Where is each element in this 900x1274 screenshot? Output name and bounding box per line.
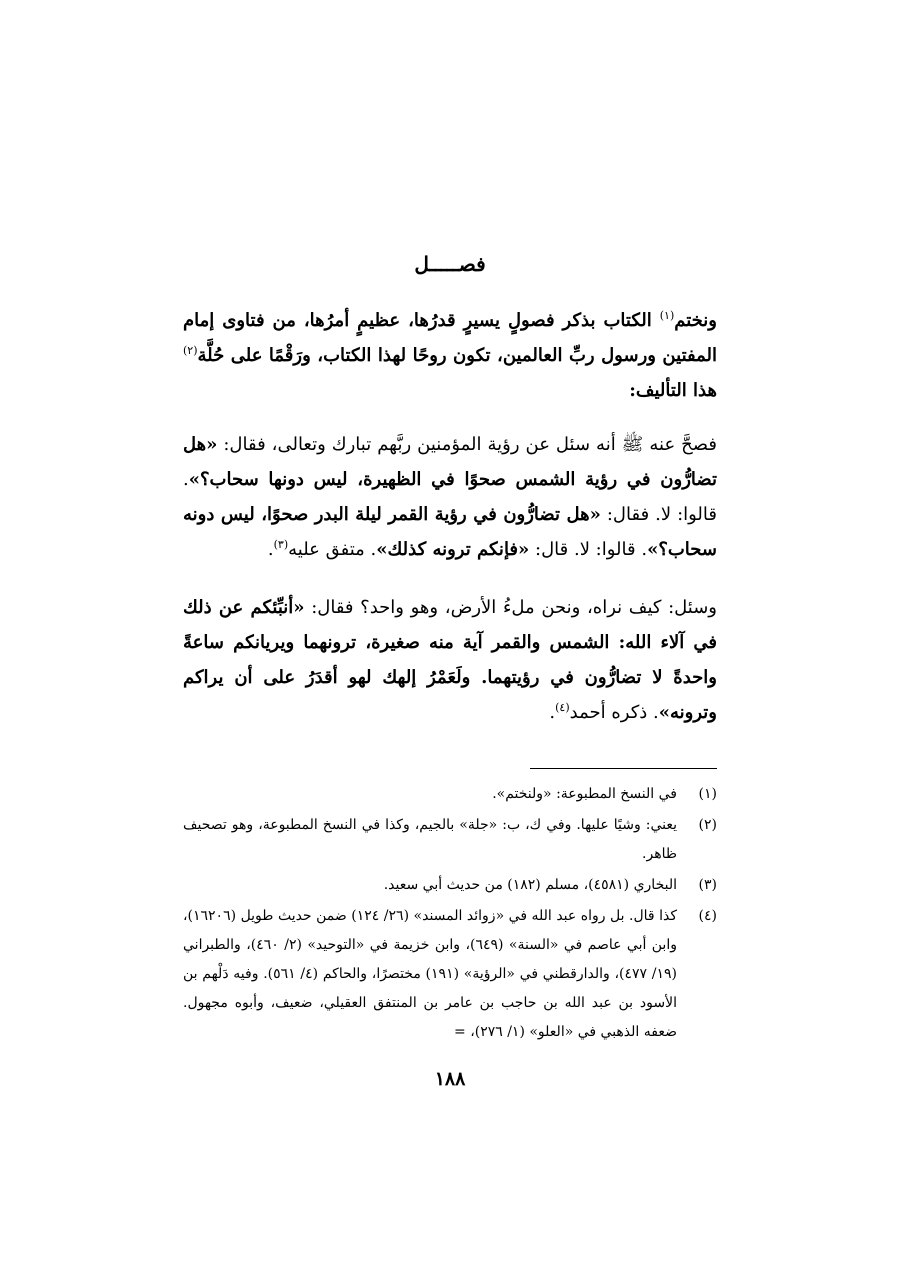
paragraph-sun-moon-end: .	[267, 539, 274, 560]
footnote-number: (٢)	[698, 817, 717, 833]
footnotes-list	[183, 780, 717, 1049]
page-number: ١٨٨	[434, 1068, 466, 1090]
paragraph-sun-moon-start: فصحَّ عنه ﷺ أنه سئل عن رؤية المؤمنين ربَّهم تبارك وتعالى، فقال:	[217, 434, 717, 455]
footnote-ref-2[interactable]: (٢)	[183, 344, 198, 357]
paragraph-intro	[183, 303, 717, 408]
footnote-item	[183, 871, 717, 900]
paragraph-intro-end: هذا التأليف:	[629, 380, 717, 401]
paragraph-sun-moon-mid-2: . قالوا: لا. قال:	[529, 539, 648, 560]
footnote-text: يعني: وشيًا عليها. وفي ك، ب: «جلة» بالجيم، وكذا في النسخ المطبوعة، وهو تصحيف ظاهر.	[183, 817, 677, 862]
footnote-text: البخاري (٤٥٨١)، مسلم (١٨٢) من حديث أبي سعيد.	[383, 877, 677, 893]
footnote-number: (٤)	[698, 908, 717, 924]
paragraph-how-see-end: .	[549, 702, 556, 723]
paragraph-sun-moon-attribution: . متفق عليه	[288, 539, 377, 560]
footnote-ref-3[interactable]: (٣)	[273, 538, 289, 551]
footnote-item	[183, 811, 717, 869]
paragraph-intro-body: الكتاب بذكر فصولٍ يسيرٍ قدرُها، عظيمٍ أمرُها، من فتاوى إمام المفتين ورسول ربِّ العالمين، تكون روحًا لهذا الكتاب، ورَقْمًا على حُلَّة	[183, 310, 717, 366]
section-heading-text: فصـــــل	[414, 252, 486, 276]
footnote-number: (١)	[698, 786, 717, 802]
footnote-item	[183, 780, 717, 809]
footnote-number: (٣)	[698, 877, 717, 893]
footnote-item	[183, 902, 717, 1047]
footnote-text: كذا قال. بل رواه عبد الله في «زوائد المسند» (٢٦/ ١٢٤) ضمن حديث طويل (١٦٢٠٦)، وابن أبي عاصم في «السنة» (٦٤٩)، وابن خزيمة في «التوحيد» (٢/ ٤٦٠)، والطبراني (١٩/ ٤٧٧)، والدارقطني في «الرؤية» (١٩١) مختصرًا، والحاكم (٤/ ٥٦١). وفيه دَلْهم بن الأسود بن عبد الله بن حاجب بن عامر بن المنتفق العقيلي، ضعيف، وأبوه مجهول. ضعفه الذهبي في «العلو» (١/ ٢٧٦)، =	[183, 908, 678, 1040]
footnote-ref-1[interactable]: (١)	[659, 309, 675, 322]
section-heading	[0, 252, 900, 278]
paragraph-sun-moon-mid-1: . قالوا: لا. فقال:	[183, 469, 718, 525]
paragraph-sun-moon	[183, 427, 717, 567]
footnote-ref-4[interactable]: (٤)	[555, 701, 570, 714]
paragraph-how-see-start: وسئل: كيف نراه، ونحن ملءُ الأرض، وهو واحد؟ فقال:	[304, 597, 717, 618]
hadith-quote-2: «هل تضارُّون في رؤية القمر ليلة البدر صحوًا، ليس دونه سحاب؟»	[183, 504, 717, 560]
footnote-divider	[530, 768, 717, 769]
paragraph-how-see-attribution: . ذكره أحمد	[569, 702, 659, 723]
hadith-quote-3: «فإنكم ترونه كذلك»	[376, 539, 530, 560]
hadith-quote-1: «هل تضارُّون في رؤية الشمس صحوًا في الظهيرة، ليس دونها سحاب؟»	[183, 434, 717, 490]
hadith-quote-4: «أنبِّئكم عن ذلك في آلاء الله: الشمس والقمر آية منه صغيرة، ترونهما ويريانكم ساعةً واحدةً لا تضارُّون في رؤيتهما. ولَعَمْرُ إلهك لهو أقدَرُ على أن يراكم وترونه»	[183, 597, 717, 723]
paragraph-how-see	[183, 590, 717, 730]
paragraph-intro-start: ونختم	[674, 310, 717, 331]
footnote-text: في النسخ المطبوعة: «ولنختم».	[492, 786, 677, 802]
